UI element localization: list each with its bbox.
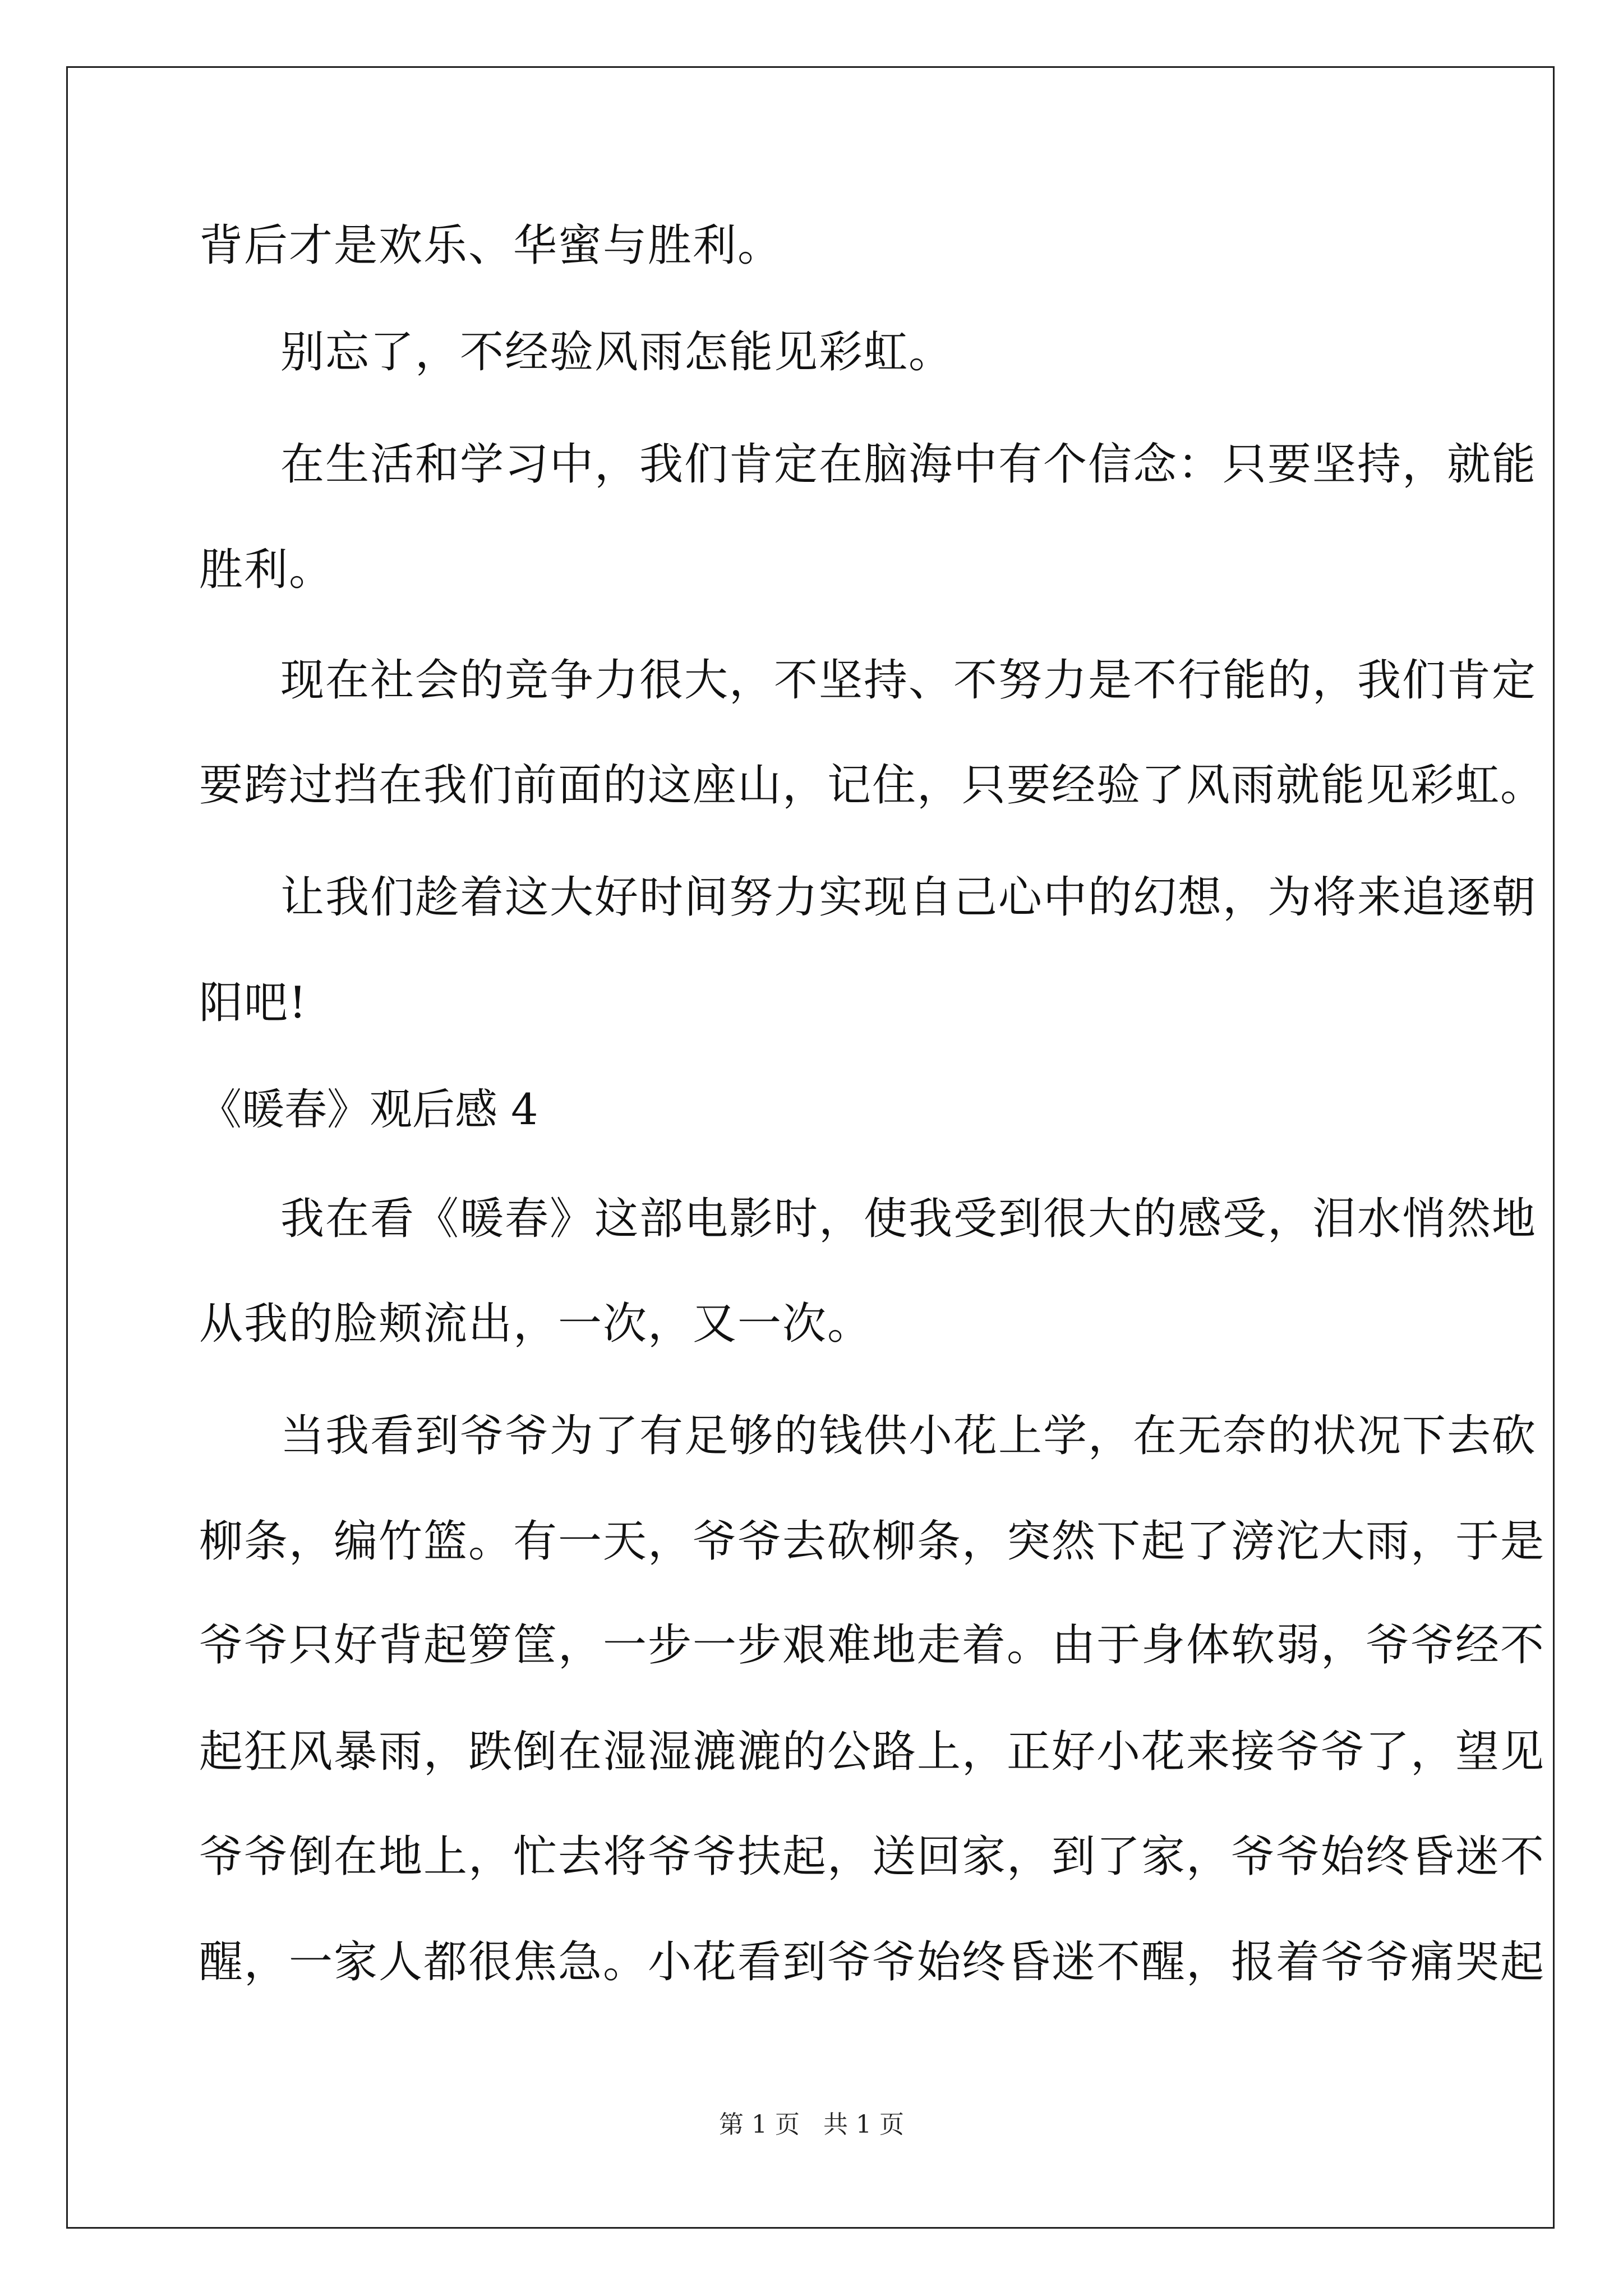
text-line: 阳吧! — [199, 978, 308, 1028]
text-line: 从我的脸颊流出，一次，又一次。 — [199, 1299, 873, 1349]
page-frame — [66, 66, 1555, 2229]
text-line: 柳条，编竹篮。有一天，爷爷去砍柳条，突然下起了滂沱大雨，于是 — [199, 1516, 1546, 1567]
text-line: 别忘了，不经验风雨怎能见彩虹。 — [280, 327, 954, 378]
text-line: 现在社会的竞争力很大，不坚持、不努力是不行能的，我们肯定 — [280, 655, 1537, 706]
text-line: 爷爷倒在地上，忙去将爷爷扶起，送回家，到了家，爷爷始终昏迷不 — [199, 1832, 1546, 1882]
text-line: 起狂风暴雨，跌倒在湿湿漉漉的公路上，正好小花来接爷爷了，望见 — [199, 1727, 1546, 1777]
text-line: 要跨过挡在我们前面的这座山，记住，只要经验了风雨就能见彩虹。 — [199, 760, 1546, 811]
page-footer — [0, 2109, 1623, 2141]
text-line: 我在看《暖春》这部电影时，使我受到很大的感受，泪水悄然地 — [280, 1194, 1537, 1244]
page-number: 第 1 页 — [719, 2110, 800, 2139]
text-line: 让我们趁着这大好时间努力实现自己心中的幻想，为将来追逐朝 — [280, 872, 1537, 923]
text-line: 背后才是欢乐、华蜜与胜利。 — [199, 220, 783, 271]
text-line: 在生活和学习中，我们肯定在脑海中有个信念：只要坚持，就能 — [280, 439, 1537, 490]
section-heading: 《暖春》观后感 4 — [199, 1084, 538, 1134]
text-line: 胜利。 — [199, 545, 334, 595]
page-total: 共 1 页 — [823, 2110, 904, 2139]
text-line: 当我看到爷爷为了有足够的钱供小花上学，在无奈的状况下去砍 — [280, 1411, 1537, 1461]
text-line: 醒，一家人都很焦急。小花看到爷爷始终昏迷不醒，报着爷爷痛哭起 — [199, 1937, 1546, 1987]
text-line: 爷爷只好背起箩筐，一步一步艰难地走着。由于身体软弱，爷爷经不 — [199, 1620, 1546, 1671]
